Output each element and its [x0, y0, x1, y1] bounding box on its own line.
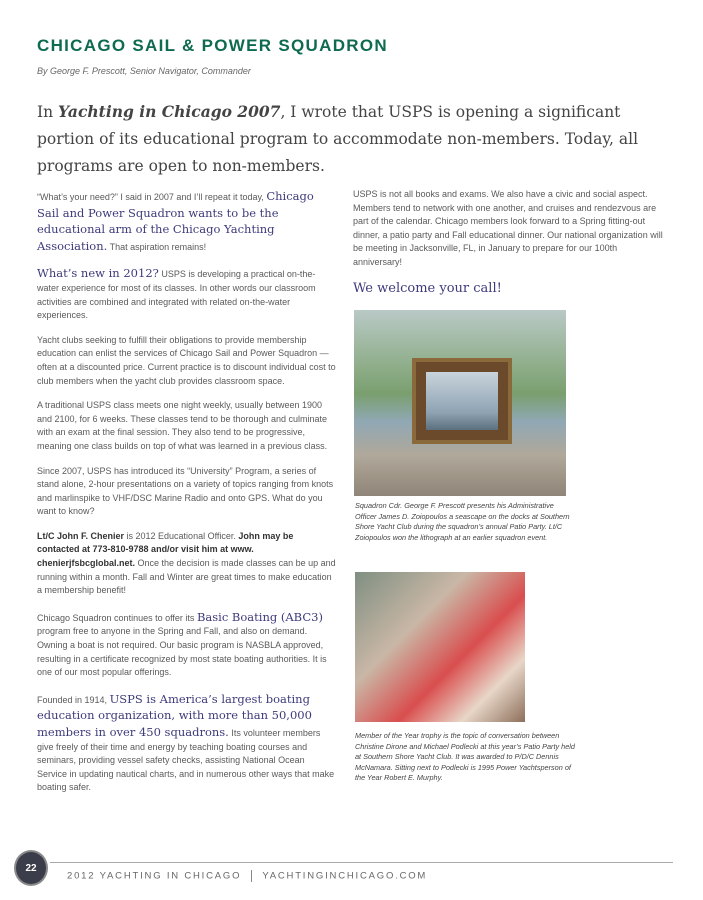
- paragraph: Since 2007, USPS has introduced its “University” Program, a series of stand alone, 2-hour presentations on a variety of topics ranging from knots and marlinspike to VHF/DSC Marine Radio and onto GPS. What do you want to know?: [37, 465, 334, 517]
- deck-text: , I wrote that USPS is opening a significant portion of its educational program to accommodate non-members. Today, all programs are open to non-members.: [37, 103, 639, 175]
- text: Chicago Squadron continues to offer its: [37, 612, 197, 623]
- text: is 2012 Educational Officer.: [124, 530, 239, 541]
- footer: [67, 870, 427, 882]
- paragraph: [37, 265, 337, 322]
- paragraph: USPS is not all books and exams. We also have a civic and social aspect. Members tend to network with one another, and cruises and rendezvous are part of the calendar. Chicago members look forward to a Spring fitting-out dinner, a patio party and Fall educational dinner. Our national organization will be meeting in Jacksonville, FL, in January to prepare for our 100th anniversary!: [353, 189, 663, 267]
- highlight-text: Basic Boating (ABC3): [196, 609, 323, 624]
- highlight-text: USPS is America’s largest boating education organization, with more than 50,000 members in over 450 squadrons.: [37, 691, 312, 739]
- text: Once the decision is made classes can be up and running within a month. Fall and Winter are great times to make education a membership benefit!: [37, 558, 336, 596]
- text: Its volunteer members give freely of their time and energy by teaching boating courses and seminars, providing vessel safety checks, assisting National Ocean Service in updating nautical charts, and in numerous other ways that make boating safer.: [37, 728, 335, 793]
- officer-name: Lt/C John F. Chenier: [37, 530, 125, 541]
- footer-divider: [50, 862, 673, 863]
- paragraph: [37, 691, 337, 795]
- contact-info: John may be contacted at 773-810-9788 and/or visit him at www. chenierjfsbcglobal.net.: [37, 530, 294, 569]
- text: That aspiration remains!: [107, 241, 207, 252]
- left-column: [37, 188, 337, 806]
- text: Founded in 1914,: [37, 694, 110, 705]
- text: USPS is developing a practical on-the-water experience for most of its classes. In other words our classroom activities are combined and integrated with related on-the-water experiences.: [37, 269, 316, 321]
- right-column: [353, 188, 668, 308]
- paragraph: Yacht clubs seeking to fulfill their obligations to provide membership education can enlist the services of Chicago Sail and Power Squadron — often at a discounted price. Current practice is to discount individual cost to club members when the yacht club provides classroom space.: [37, 334, 336, 386]
- highlight-text: What’s new in 2012?: [37, 266, 159, 281]
- byline: By George F. Prescott, Senior Navigator, Commander: [37, 66, 251, 76]
- separator: [251, 870, 252, 882]
- text: program free to anyone in the Spring and Fall, and also on demand. Owning a boat is not required. Our basic program is NASBLA approved, resulting in a certificate recognized by most state boating authorities. It is one of our most popular offerings.: [37, 626, 327, 678]
- text: “What’s your need?” I said in 2007 and I’ll repeat it today,: [37, 192, 267, 202]
- article-title: CHICAGO SAIL & POWER SQUADRON: [37, 36, 388, 55]
- website-link[interactable]: YACHTINGINCHICAGO.COM: [262, 870, 428, 882]
- publication-reference: Yachting in Chicago 2007: [58, 102, 281, 121]
- paragraph: [37, 530, 337, 598]
- deck-text: In: [37, 103, 59, 121]
- publication-name: 2012 YACHTING IN CHICAGO: [67, 870, 242, 882]
- photo-seascape-presentation: [354, 310, 566, 496]
- page-number-badge: 22: [14, 850, 48, 886]
- paragraph: [37, 188, 337, 254]
- photo-caption: Member of the Year trophy is the topic of conversation between Christine Dirone and Michael Podlecki at this year’s Patio Party held at Southern Shore Yacht Club. It was awarded to P/D/C Dennis McNamara. Sitting next to Podlecki is 1995 Power Yachtsperson of the Year Robert E. Murphy.: [355, 731, 575, 782]
- deck-paragraph: [37, 98, 667, 180]
- paragraph: A traditional USPS class meets one night weekly, usually between 1900 and 2100, for 6 weeks. These classes tend to be thorough and culminate with an exam at the final session. They also tend to be progressive, meaning one class builds on top of what was learned in a previous class.: [37, 400, 328, 451]
- paragraph: We welcome your call!: [353, 280, 502, 296]
- framed-painting: [412, 358, 512, 444]
- photo-patio-party: [355, 572, 525, 722]
- paragraph: [37, 609, 337, 680]
- highlight-text: Chicago Sail and Power Squadron wants to be the educational arm of the Chicago Yachting Association.: [37, 189, 314, 253]
- photo-caption: Squadron Cdr. George F. Prescott presents his Administrative Officer James D. Zoiopoulos a seascape on the docks at Southern Shore Yacht Club during the squadron’s annual Patio Party. Lt/C Zoiopoulos won the lithograph at an earlier squadron event.: [355, 501, 570, 542]
